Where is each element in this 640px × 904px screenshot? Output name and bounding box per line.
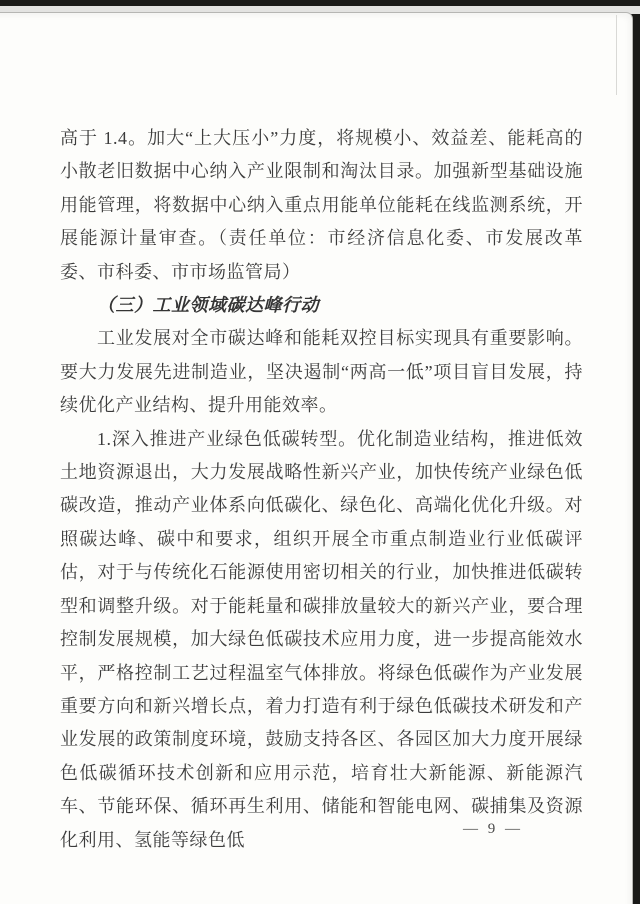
paragraph-item-1: 1.深入推进产业绿色低碳转型。优化制造业结构，推进低效土地资源退出，大力发展战略性新兴产业，加快传统产业绿色低碳改造，推动产业体系向低碳化、绿色化、高端化优化升级。对照碳达峰、碳中和要求，组织开展全市重点制造业行业低碳评估，对于与传统化石能源使用密切相关的行业，加快推进低碳转型和调整升级。对于能耗量和碳排放量较大的新兴产业，要合理控制发展规模，加大绿色低碳技术应用力度，进一步提高能效水平，严格控制工艺过程温室气体排放。将绿色低碳作为产业发展重要方向和新兴增长点，着力打造有利于绿色低碳技术研发和产业发展的政策制度环境，鼓励支持各区、各园区加大力度开展绿色低碳循环技术创新和应用示范，培育壮大新能源、新能源汽车、节能环保、循环再生利用、储能和智能电网、碳捕集及资源化利用、氢能等绿色低 <box>60 428 583 850</box>
paragraph-continuation: 高于 1.4。加大“上大压小”力度，将规模小、效益差、能耗高的小散老旧数据中心纳入产业限制和淘汰目录。加强新型基础设施用能管理，将数据中心纳入重点用能单位能耗在线监测系统，开展能源计量审查。（责任单位：市经济信息化委、市发展改革委、市科委、市市场监管局） <box>60 128 583 282</box>
page-edge-shadow <box>616 15 617 95</box>
document-page <box>0 12 633 904</box>
section-heading: （三）工业领域碳达峰行动 <box>97 295 319 316</box>
document-body <box>60 122 583 857</box>
page-number: — 9 — <box>463 821 523 837</box>
paragraph-intro: 工业发展对全市碳达峰和能耗双控目标实现具有重要影响。要大力发展先进制造业，坚决遏制“两高一低”项目盲目发展，持续优化产业结构、提升用能效率。 <box>60 328 583 416</box>
